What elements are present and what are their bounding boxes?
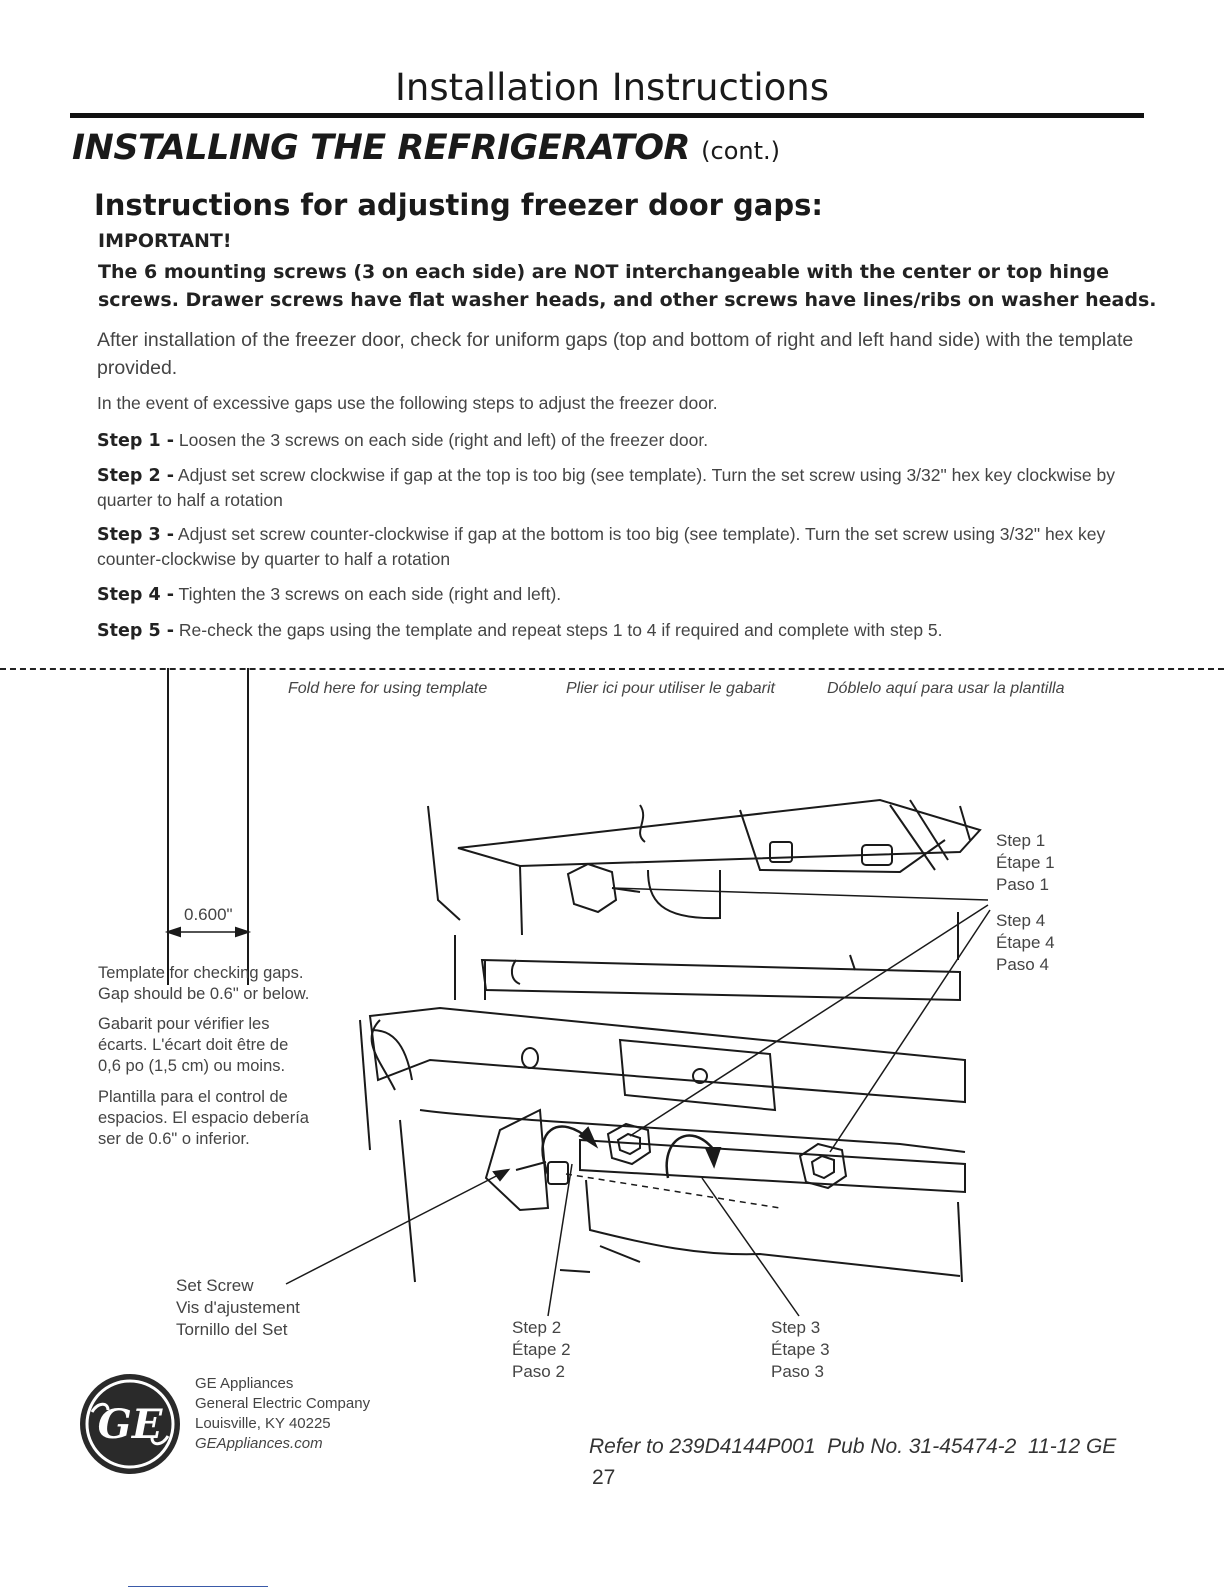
template-es-line-1: Plantilla para el control de [98,1088,288,1106]
step-1-label: Step 1 - [97,431,174,451]
template-fr-line-3: 0,6 po (1,5 cm) ou moins. [98,1057,286,1075]
fold-text-fr: Plier ici pour utiliser le gabarit [566,680,775,697]
label-step-2 [512,1317,571,1383]
label-set-screw-en: Set Screw [176,1276,254,1295]
top-hex-screw-icon [568,864,640,912]
label-step-3 [771,1317,830,1383]
ge-logo-icon [78,1372,182,1476]
template-dimension: 0.600" [184,905,233,924]
page-number: 27 [592,1466,616,1489]
fold-text-es: Dóblelo aquí para usar la plantilla [827,680,1065,697]
section-title-cont: (cont.) [701,137,781,165]
template-text-fr [98,1014,288,1077]
footer-reference: Refer to 239D4144P001 Pub No. 31-45474-2 11-12 GE [589,1435,1117,1458]
lower-right-hex-screw-icon [800,1144,846,1188]
label-step-4-en: Step 4 [996,911,1046,930]
step-4-text [97,582,1147,607]
template-text-en [98,963,309,1005]
intro-paragraph: After installation of the freezer door, check for uniform gaps (top and bottom of right and left hand side) with the template provided. [97,329,1134,379]
label-set-screw-es: Tornillo del Set [176,1320,288,1339]
step-4-body: Tighten the 3 screws on each side (right and left). [178,584,562,604]
event-paragraph: In the event of excessive gaps use the following steps to adjust the freezer door. [97,393,718,413]
label-step-3-es: Paso 3 [771,1362,824,1381]
label-step-2-fr: Étape 2 [512,1340,571,1359]
section-title [72,128,780,168]
header-rule [70,113,1144,118]
template-en-line-1: Template for checking gaps. [98,964,304,982]
drawer-rail [360,1008,965,1152]
template-es-line-2: espacios. El espacio debería [98,1109,309,1127]
step-2-body: Adjust set screw clockwise if gap at the top is too big (see template). Turn the set screw using 3/32" hex key clockwise by quarter to half a rotation [97,465,1115,510]
label-step-1-es: Paso 1 [996,875,1049,894]
label-step-2-en: Step 2 [512,1318,562,1337]
step-2-label: Step 2 - [97,466,174,486]
label-step-4-es: Paso 4 [996,955,1049,974]
leader-lines [286,888,990,1316]
label-step-3-en: Step 3 [771,1318,821,1337]
fold-line [0,668,1224,670]
label-step-3-fr: Étape 3 [771,1340,830,1359]
company-full-name: General Electric Company [195,1395,371,1412]
clockwise-arrow-icon [543,1127,596,1174]
page-header-title: Installation Instructions [395,66,829,109]
step-3-body: Adjust set screw counter-clockwise if gap at the bottom is too big (see template). Turn the set screw using 3/32" hex key counter-clockwise by quarter to half a rotation [97,524,1106,569]
section-title-main: INSTALLING THE REFRIGERATOR [72,128,691,168]
freezer-door-body [455,912,960,1000]
label-step-2-es: Paso 2 [512,1362,565,1381]
template-en-line-2: Gap should be 0.6" or below. [98,985,310,1003]
step-5-text [97,618,1147,643]
lower-hinge [400,1110,965,1282]
company-name: GE Appliances [195,1375,294,1392]
template-fr-line-2: écarts. L'écart doit être de [98,1036,289,1054]
template-fr-line-1: Gabarit pour vérifier les [98,1015,270,1033]
label-set-screw [176,1275,300,1341]
important-label: IMPORTANT! [98,230,232,252]
gap-template [168,668,248,985]
step-5-body: Re-check the gaps using the template and repeat steps 1 to 4 if required and complete with step 5. [178,620,943,640]
template-es-line-3: ser de 0.6" o inferior. [98,1130,250,1148]
step-5-label: Step 5 - [97,621,174,641]
step-3-text [97,522,1147,571]
label-step-1-en: Step 1 [996,831,1046,850]
label-step-4 [996,910,1055,976]
sub-title: Instructions for adjusting freezer door gaps: [94,188,823,222]
step-4-label: Step 4 - [97,585,174,605]
label-step-4-fr: Étape 4 [996,933,1055,952]
company-address: Louisville, KY 40225 [195,1415,331,1432]
counter-clockwise-arrow-icon [667,1135,720,1178]
fold-text-en: Fold here for using template [288,680,488,697]
top-bracket [428,800,980,935]
step-1-body: Loosen the 3 screws on each side (right and left) of the freezer door. [178,430,709,450]
company-website: GEAppliances.com [195,1435,323,1452]
important-text: The 6 mounting screws (3 on each side) are NOT interchangeable with the center or top hinge screws. Drawer screws have flat washer heads, and other screws have lines/ribs on washer heads. [98,261,1157,311]
step-3-label: Step 3 - [97,525,174,545]
lower-left-hex-screw-icon [608,1124,650,1164]
step-1-text [97,428,1147,453]
template-text-es [98,1087,309,1150]
label-set-screw-fr: Vis d'ajustement [176,1298,300,1317]
label-step-1-fr: Étape 1 [996,853,1055,872]
label-step-1 [996,830,1055,896]
ge-logo-text: GE [97,1401,163,1448]
step-2-text [97,463,1147,512]
